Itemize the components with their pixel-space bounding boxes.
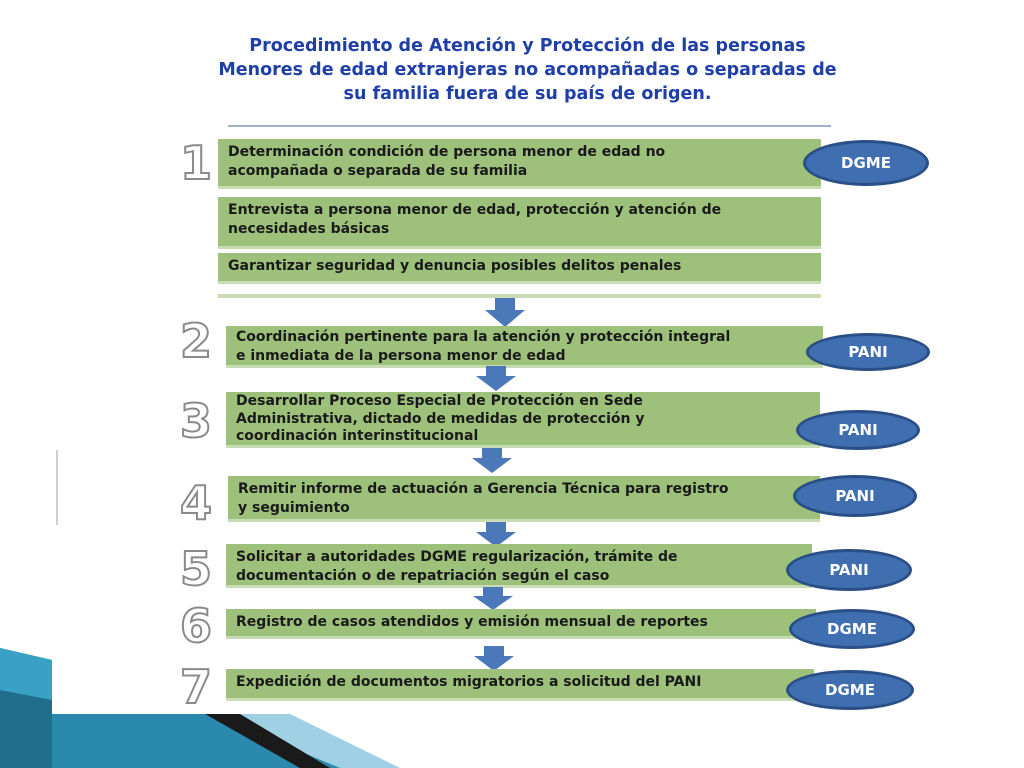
step-2-line-2: e inmediata de la persona menor de edad	[236, 348, 566, 364]
step-4-line-2: y seguimiento	[238, 500, 350, 516]
agency-oval-2: PANI	[806, 333, 930, 371]
step-1-box-2-line-1: Entrevista a persona menor de edad, protección y atención de	[228, 202, 722, 218]
step-2-line-1: Coordinación pertinente para la atención y protección integral	[236, 329, 731, 345]
slide-title	[200, 34, 855, 106]
step-number-6: 6	[180, 599, 213, 653]
step-number-5: 5	[180, 542, 213, 596]
step-1-box-2-line-2: necesidades básicas	[228, 221, 390, 237]
step-1-box-3-line-1: Garantizar seguridad y denuncia posibles delitos penales	[228, 258, 682, 274]
step-6-box	[226, 609, 816, 639]
step-number-4: 4	[180, 476, 213, 530]
agency-oval-6: DGME	[789, 609, 915, 649]
step-5-box	[226, 544, 812, 588]
step-1-box-3	[218, 253, 821, 284]
step-4-box	[228, 476, 820, 522]
agency-oval-1: DGME	[803, 140, 929, 186]
step-1-box-1-line-2: acompañada o separada de su familia	[228, 163, 528, 179]
step-1-box-1-line-1: Determinación condición de persona menor de edad no	[228, 144, 666, 160]
step-5-line-1: Solicitar a autoridades DGME regularización, trámite de	[236, 549, 678, 565]
step-3-line-3: coordinación interinstitucional	[236, 428, 479, 444]
step-3-line-2: Administrativa, dictado de medidas de protección y	[236, 410, 645, 427]
flow-arrow-3	[470, 448, 514, 474]
agency-oval-5: PANI	[786, 549, 912, 591]
step-7-line-1: Expedición de documentos migratorios a solicitud del PANI	[236, 674, 702, 690]
step-7-box	[226, 669, 814, 701]
flow-arrow-5	[471, 587, 515, 611]
agency-oval-4: PANI	[793, 475, 917, 517]
step-5-line-2: documentación o de repatriación según el caso	[236, 568, 610, 584]
flow-arrow-2	[474, 366, 518, 392]
agency-oval-7: DGME	[786, 670, 914, 710]
step-2-box	[226, 326, 823, 368]
step-1-box-1	[218, 139, 821, 189]
step-4-line-1: Remitir informe de actuación a Gerencia Técnica para registro	[238, 481, 729, 497]
step-6-line-1: Registro de casos atendidos y emisión mensual de reportes	[236, 614, 708, 630]
flow-arrow-1	[483, 298, 527, 328]
step-number-3: 3	[180, 394, 213, 448]
title-line-1: Procedimiento de Atención y Protección de las personas	[249, 36, 806, 56]
step-3-line-1: Desarrollar Proceso Especial de Protección en Sede	[236, 393, 643, 409]
step-number-7: 7	[180, 660, 213, 714]
title-line-2: Menores de edad extranjeras no acompañadas o separadas de	[218, 60, 837, 80]
title-line-3: su familia fuera de su país de origen.	[343, 84, 712, 104]
title-divider	[228, 125, 831, 127]
agency-oval-3: PANI	[796, 410, 920, 450]
step-number-1: 1	[180, 136, 213, 190]
step-3-box	[226, 392, 820, 448]
step-1-box-2	[218, 197, 821, 249]
step-number-2: 2	[180, 314, 213, 368]
